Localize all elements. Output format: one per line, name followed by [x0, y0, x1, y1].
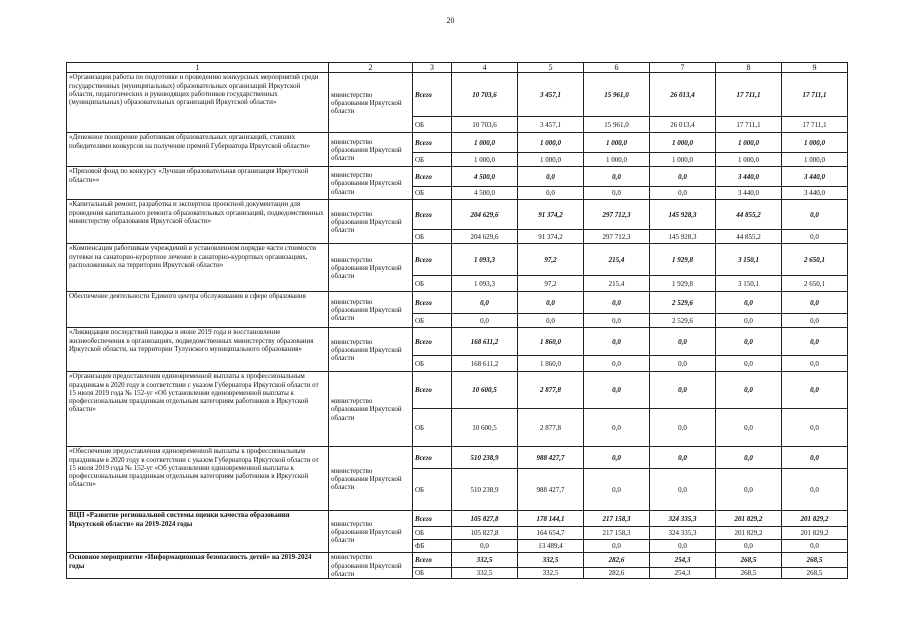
- amount-cell: 332,5: [518, 553, 584, 567]
- amount-cell: 0,0: [782, 200, 848, 230]
- event-name-cell: Обеспечение деятельности Единого центра обслуживания в сфере образования: [67, 292, 329, 328]
- amount-cell: 0,0: [518, 167, 584, 187]
- amount-cell: 10 600,5: [452, 372, 518, 409]
- amount-cell: 1 000,0: [782, 153, 848, 167]
- column-header: 2: [329, 63, 413, 73]
- executor-cell: министерство образования Иркутской области: [329, 73, 413, 133]
- amount-cell: 0,0: [716, 356, 782, 372]
- amount-cell: 0,0: [584, 292, 650, 314]
- amount-cell: 44 855,2: [716, 230, 782, 244]
- funding-source-cell: ФБ: [413, 540, 452, 553]
- amount-cell: 13 489,4: [518, 540, 584, 553]
- amount-cell: 3 440,0: [782, 167, 848, 187]
- executor-cell: министерство образования Иркутской области: [329, 328, 413, 372]
- amount-cell: 0,0: [452, 292, 518, 314]
- amount-cell: 2 650,1: [782, 276, 848, 292]
- funding-source-cell: ОБ: [413, 567, 452, 578]
- event-name-cell: «Денежное поощрение работникам образовательных организаций, ставших победителями конкурсов на получение премий Губернатора Иркутской области»: [67, 133, 329, 167]
- amount-cell: 0,0: [584, 447, 650, 469]
- column-header: 5: [518, 63, 584, 73]
- funding-source-cell: ОБ: [413, 117, 452, 133]
- amount-cell: 1 000,0: [650, 133, 716, 153]
- amount-cell: 297 712,3: [584, 200, 650, 230]
- amount-cell: 324 335,3: [650, 527, 716, 540]
- funding-source-cell: Всего: [413, 200, 452, 230]
- amount-cell: 97,2: [518, 276, 584, 292]
- amount-cell: 217 158,3: [584, 511, 650, 527]
- amount-cell: 0,0: [518, 187, 584, 200]
- amount-cell: 0,0: [782, 292, 848, 314]
- amount-cell: 0,0: [650, 356, 716, 372]
- table-row: [67, 244, 848, 276]
- funding-source-cell: Всего: [413, 553, 452, 567]
- budget-table: [66, 62, 848, 579]
- amount-cell: 0,0: [716, 409, 782, 447]
- amount-cell: 3 440,0: [716, 167, 782, 187]
- amount-cell: 268,5: [782, 553, 848, 567]
- amount-cell: 17 711,1: [716, 73, 782, 117]
- amount-cell: 0,0: [584, 372, 650, 409]
- event-name-cell: Основное мероприятие «Информационная безопасность детей» на 2019-2024 годы: [67, 553, 329, 579]
- amount-cell: 0,0: [716, 372, 782, 409]
- amount-cell: 1 860,0: [518, 356, 584, 372]
- amount-cell: 0,0: [518, 292, 584, 314]
- amount-cell: 0,0: [650, 328, 716, 356]
- amount-cell: 268,5: [716, 553, 782, 567]
- amount-cell: 268,5: [716, 567, 782, 578]
- event-name-cell: «Призовой фонд по конкурсу «Лучшая образовательная организация Иркутской области»»: [67, 167, 329, 200]
- amount-cell: 282,6: [584, 567, 650, 578]
- amount-cell: 17 711,1: [716, 117, 782, 133]
- amount-cell: 10 703,6: [452, 117, 518, 133]
- funding-source-cell: Всего: [413, 447, 452, 469]
- amount-cell: 17 711,1: [782, 73, 848, 117]
- amount-cell: 204 629,6: [452, 230, 518, 244]
- amount-cell: 178 144,1: [518, 511, 584, 527]
- table-row: [67, 511, 848, 527]
- amount-cell: 0,0: [650, 447, 716, 469]
- event-name-cell: «Компенсация работникам учреждений в установленном порядке части стоимости путевки на санаторно-курортное лечение в санаторно-курортных организациях, расположенных на территории Иркутской области»: [67, 244, 329, 292]
- funding-source-cell: ОБ: [413, 469, 452, 511]
- amount-cell: 254,3: [650, 553, 716, 567]
- column-header: 6: [584, 63, 650, 73]
- amount-cell: 145 928,3: [650, 230, 716, 244]
- amount-cell: 168 611,2: [452, 328, 518, 356]
- amount-cell: 215,4: [584, 276, 650, 292]
- amount-cell: 201 829,2: [782, 511, 848, 527]
- amount-cell: 1 000,0: [452, 133, 518, 153]
- table-row: [67, 200, 848, 230]
- amount-cell: 1 000,0: [518, 133, 584, 153]
- table-row: [67, 328, 848, 356]
- amount-cell: 10 600,5: [452, 409, 518, 447]
- amount-cell: 0,0: [584, 540, 650, 553]
- amount-cell: 3 150,1: [716, 276, 782, 292]
- amount-cell: 201 829,2: [716, 527, 782, 540]
- amount-cell: 4 500,0: [452, 167, 518, 187]
- page-number: 20: [446, 16, 455, 25]
- amount-cell: 145 928,3: [650, 200, 716, 230]
- funding-source-cell: ОБ: [413, 230, 452, 244]
- amount-cell: 0,0: [584, 167, 650, 187]
- table-row: [67, 133, 848, 153]
- amount-cell: 0,0: [584, 187, 650, 200]
- amount-cell: 2 529,6: [650, 314, 716, 328]
- amount-cell: 254,3: [650, 567, 716, 578]
- funding-source-cell: Всего: [413, 372, 452, 409]
- amount-cell: 0,0: [650, 187, 716, 200]
- event-name-cell: «Организация работы по подготовке и проведению конкурсных мероприятий среди государственных (муниципальных) образовательных организаций Иркутской области, педагогических и руководящих работников государственных (муниципальных) образовательных организаций Иркутской области»: [67, 73, 329, 133]
- event-name-cell: ВЦП «Развитие региональной системы оценки качества образования Иркутской области» на 2019-2024 годы: [67, 511, 329, 553]
- amount-cell: 1 093,3: [452, 276, 518, 292]
- executor-cell: министерство образования Иркутской области: [329, 200, 413, 244]
- amount-cell: 0,0: [650, 167, 716, 187]
- amount-cell: 297 712,3: [584, 230, 650, 244]
- column-header: 1: [67, 63, 329, 73]
- amount-cell: 0,0: [782, 447, 848, 469]
- amount-cell: 3 457,1: [518, 73, 584, 117]
- funding-source-cell: ОБ: [413, 314, 452, 328]
- funding-source-cell: Всего: [413, 511, 452, 527]
- amount-cell: 10 703,6: [452, 73, 518, 117]
- amount-cell: 3 440,0: [782, 187, 848, 200]
- amount-cell: 0,0: [650, 469, 716, 511]
- amount-cell: 0,0: [584, 356, 650, 372]
- funding-source-cell: Всего: [413, 244, 452, 276]
- executor-cell: министерство образования Иркутской области: [329, 372, 413, 447]
- amount-cell: 0,0: [716, 292, 782, 314]
- column-header: 9: [782, 63, 848, 73]
- funding-source-cell: ОБ: [413, 527, 452, 540]
- amount-cell: 26 013,4: [650, 73, 716, 117]
- amount-cell: 988 427,7: [518, 447, 584, 469]
- amount-cell: 26 013,4: [650, 117, 716, 133]
- amount-cell: 1 000,0: [782, 133, 848, 153]
- amount-cell: 15 961,0: [584, 73, 650, 117]
- amount-cell: 2 877,8: [518, 409, 584, 447]
- column-header: 4: [452, 63, 518, 73]
- amount-cell: 204 629,6: [452, 200, 518, 230]
- amount-cell: 510 238,9: [452, 447, 518, 469]
- amount-cell: 217 158,3: [584, 527, 650, 540]
- amount-cell: 2 650,1: [782, 244, 848, 276]
- amount-cell: 91 374,2: [518, 230, 584, 244]
- amount-cell: 1 093,3: [452, 244, 518, 276]
- amount-cell: 1 000,0: [650, 153, 716, 167]
- amount-cell: 1 929,8: [650, 244, 716, 276]
- amount-cell: 0,0: [782, 540, 848, 553]
- amount-cell: 0,0: [452, 314, 518, 328]
- amount-cell: 0,0: [584, 469, 650, 511]
- amount-cell: 1 000,0: [716, 153, 782, 167]
- table-body: [67, 73, 848, 579]
- amount-cell: 0,0: [584, 328, 650, 356]
- amount-cell: 0,0: [584, 314, 650, 328]
- amount-cell: 215,4: [584, 244, 650, 276]
- executor-cell: министерство образования Иркутской области: [329, 553, 413, 579]
- table-row: [67, 553, 848, 567]
- amount-cell: 0,0: [716, 328, 782, 356]
- amount-cell: 0,0: [782, 372, 848, 409]
- funding-source-cell: Всего: [413, 328, 452, 356]
- table-row: [67, 292, 848, 314]
- amount-cell: 0,0: [452, 540, 518, 553]
- funding-source-cell: ОБ: [413, 276, 452, 292]
- amount-cell: 17 711,1: [782, 117, 848, 133]
- amount-cell: 282,6: [584, 553, 650, 567]
- amount-cell: 0,0: [782, 314, 848, 328]
- amount-cell: 105 827,8: [452, 527, 518, 540]
- executor-cell: министерство образования Иркутской области: [329, 133, 413, 167]
- column-header: 8: [716, 63, 782, 73]
- amount-cell: 1 000,0: [518, 153, 584, 167]
- executor-cell: министерство образования Иркутской области: [329, 447, 413, 511]
- funding-source-cell: ОБ: [413, 409, 452, 447]
- amount-cell: 3 457,1: [518, 117, 584, 133]
- amount-cell: 168 611,2: [452, 356, 518, 372]
- amount-cell: 0,0: [716, 540, 782, 553]
- amount-cell: 0,0: [650, 409, 716, 447]
- executor-cell: министерство образования Иркутской области: [329, 511, 413, 553]
- funding-source-cell: Всего: [413, 133, 452, 153]
- amount-cell: 1 000,0: [584, 153, 650, 167]
- amount-cell: 15 961,0: [584, 117, 650, 133]
- amount-cell: 0,0: [782, 230, 848, 244]
- amount-cell: 1 929,8: [650, 276, 716, 292]
- funding-source-cell: Всего: [413, 292, 452, 314]
- amount-cell: 2 529,6: [650, 292, 716, 314]
- amount-cell: 164 654,7: [518, 527, 584, 540]
- amount-cell: 0,0: [782, 409, 848, 447]
- executor-cell: министерство образования Иркутской области: [329, 167, 413, 200]
- funding-source-cell: Всего: [413, 167, 452, 187]
- amount-cell: 91 374,2: [518, 200, 584, 230]
- amount-cell: 1 860,0: [518, 328, 584, 356]
- amount-cell: 0,0: [782, 328, 848, 356]
- amount-cell: 988 427,7: [518, 469, 584, 511]
- event-name-cell: «Организация предоставления единовременной выплаты к профессиональным праздникам в 2020 году в соответствии с указом Губернатора Иркутской области от 15 июля 2019 года № 152-уг «Об установлении единовременной выплаты к профессиональным праздникам отдельным категориям работников в Иркутской области»: [67, 372, 329, 447]
- amount-cell: 0,0: [650, 372, 716, 409]
- amount-cell: 3 150,1: [716, 244, 782, 276]
- amount-cell: 0,0: [584, 409, 650, 447]
- amount-cell: 1 000,0: [584, 133, 650, 153]
- funding-source-cell: ОБ: [413, 153, 452, 167]
- amount-cell: 324 335,3: [650, 511, 716, 527]
- table-row: [67, 73, 848, 117]
- amount-cell: 1 000,0: [716, 133, 782, 153]
- amount-cell: 268,5: [782, 567, 848, 578]
- amount-cell: 97,2: [518, 244, 584, 276]
- table-row: [67, 167, 848, 187]
- amount-cell: 0,0: [782, 469, 848, 511]
- amount-cell: 1 000,0: [452, 153, 518, 167]
- table-row: [67, 372, 848, 409]
- amount-cell: 3 440,0: [716, 187, 782, 200]
- column-header: 3: [413, 63, 452, 73]
- event-name-cell: «Ликвидация последствий паводка в июне 2019 года и восстановление жизнеобеспечения в организациях, подведомственных министерству образования Иркутской области, на территории Тулунского муниципального образования»: [67, 328, 329, 372]
- executor-cell: министерство образования Иркутской области: [329, 292, 413, 328]
- event-name-cell: «Капитальный ремонт, разработка и экспертиза проектной документации для проведения капитального ремонта образовательных организаций, подведомственных министерству образования Иркутской области»: [67, 200, 329, 244]
- amount-cell: 44 855,2: [716, 200, 782, 230]
- funding-source-cell: ОБ: [413, 356, 452, 372]
- amount-cell: 332,5: [452, 567, 518, 578]
- table-row: [67, 447, 848, 469]
- amount-cell: 510 238,9: [452, 469, 518, 511]
- amount-cell: 0,0: [716, 447, 782, 469]
- column-header: 7: [650, 63, 716, 73]
- amount-cell: 0,0: [650, 540, 716, 553]
- funding-source-cell: Всего: [413, 73, 452, 117]
- amount-cell: 332,5: [452, 553, 518, 567]
- amount-cell: 0,0: [782, 356, 848, 372]
- column-number-header-row: [67, 63, 848, 73]
- amount-cell: 0,0: [716, 314, 782, 328]
- executor-cell: министерство образования Иркутской области: [329, 244, 413, 292]
- amount-cell: 0,0: [716, 469, 782, 511]
- amount-cell: 332,5: [518, 567, 584, 578]
- amount-cell: 0,0: [518, 314, 584, 328]
- amount-cell: 2 877,8: [518, 372, 584, 409]
- amount-cell: 201 829,2: [782, 527, 848, 540]
- amount-cell: 105 827,8: [452, 511, 518, 527]
- funding-source-cell: ОБ: [413, 187, 452, 200]
- amount-cell: 4 500,0: [452, 187, 518, 200]
- event-name-cell: «Обеспечение предоставления единовременной выплаты к профессиональным праздникам в 2020 году в соответствии с указом Губернатора Иркутской области от 15 июля 2019 года № 152-уг «Об установлении единовременной выплаты к профессиональным праздникам отдельным категориям работников в Иркутской области»: [67, 447, 329, 511]
- amount-cell: 201 829,2: [716, 511, 782, 527]
